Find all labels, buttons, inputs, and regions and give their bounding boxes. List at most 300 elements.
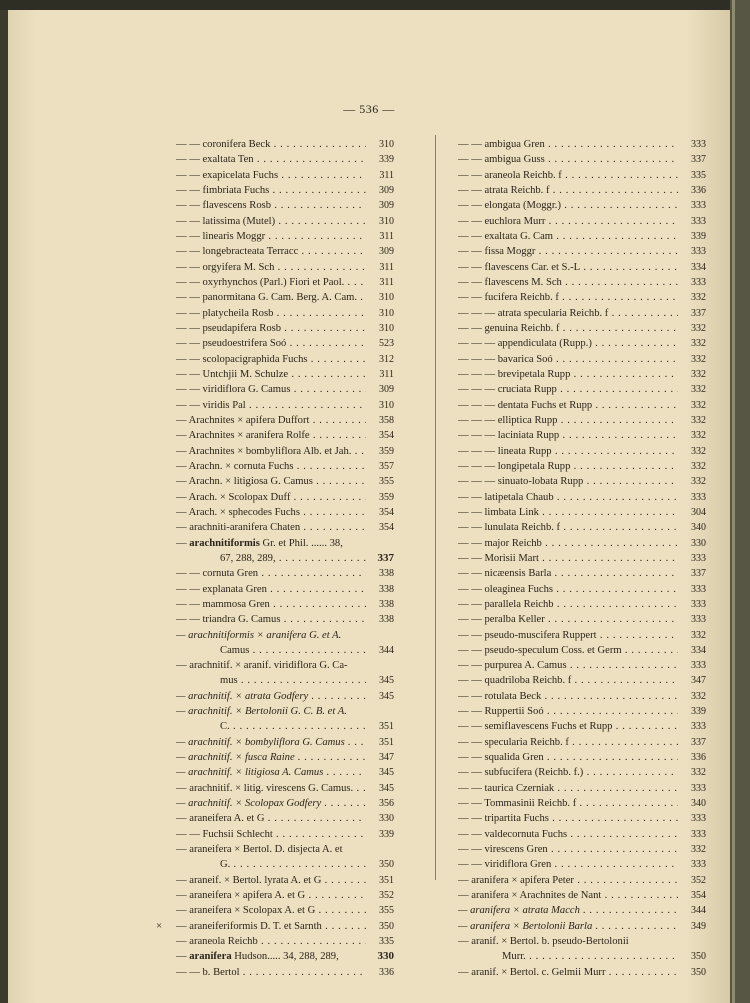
entry-text: — — semiflavescens Fuchs et Rupp . . . <box>458 719 678 734</box>
entry-page-ref: 330 <box>379 813 394 825</box>
entry-text: — — quadriloba Reichb. f . . . <box>458 673 678 688</box>
index-entry <box>176 444 394 459</box>
index-entry <box>176 413 394 428</box>
entry-text: — Arach. × Scolopax Duff . . . <box>176 490 366 505</box>
entry-page-ref: 311 <box>379 368 394 380</box>
entry-text: — — pseudoestrifera Soó . . . <box>176 336 366 351</box>
entry-page-ref: 354 <box>691 890 706 902</box>
entry-page-ref: 354 <box>379 506 394 518</box>
index-entry <box>458 673 706 688</box>
entry-page-ref: 333 <box>691 491 706 503</box>
index-entry <box>176 934 394 949</box>
entry-text: — aranif. × Bertol. c. Gelmii Murr . . . <box>458 965 678 980</box>
index-entry <box>176 965 394 980</box>
entry-page-ref: 332 <box>691 414 706 426</box>
index-entry <box>458 965 706 980</box>
entry-page-ref: 336 <box>691 752 706 764</box>
index-entry <box>176 842 394 857</box>
entry-text: — — platycheila Rosb . . . <box>176 306 366 321</box>
entry-text: — — squalida Gren . . . <box>458 750 678 765</box>
index-entry <box>458 628 706 643</box>
index-entry <box>458 857 706 872</box>
index-entry <box>176 505 394 520</box>
entry-text: — araneifera × Bertol. D. disjecta A. et <box>176 844 343 856</box>
index-entry <box>176 643 394 658</box>
entry-text: — — Fuchsii Schlecht . . . <box>176 827 366 842</box>
entry-text: C. . . . <box>220 719 366 734</box>
entry-text: — — ambigua Gren . . . <box>458 137 678 152</box>
entry-text: — arachnitiformis × aranifera G. et A. <box>176 629 342 641</box>
entry-text: — — latipetala Chaub . . . <box>458 490 678 505</box>
entry-page-ref: 332 <box>691 430 706 442</box>
index-column-right <box>458 137 706 980</box>
index-entry <box>458 490 706 505</box>
entry-page-ref: 351 <box>379 736 394 748</box>
entry-text: — arachniti-aranifera Chaten . . . <box>176 520 366 535</box>
index-entry <box>176 597 394 612</box>
index-entry <box>176 949 394 964</box>
index-entry <box>176 352 394 367</box>
index-entry <box>458 413 706 428</box>
entry-text: — Arachn. × litigiosa G. Camus . . . <box>176 474 366 489</box>
index-entry <box>176 888 394 903</box>
entry-page-ref: 358 <box>379 414 394 426</box>
index-entry <box>176 566 394 581</box>
index-entry <box>176 321 394 336</box>
index-entry <box>176 765 394 780</box>
entry-page-ref: 335 <box>379 936 394 948</box>
entry-page-ref: 347 <box>691 675 706 687</box>
entry-page-ref: 311 <box>379 276 394 288</box>
entry-text: — — purpurea A. Camus . . . <box>458 658 678 673</box>
entry-page-ref: 350 <box>379 859 394 871</box>
index-entry <box>176 536 394 551</box>
entry-text: — — b. Bertol . . . <box>176 965 366 980</box>
index-entry <box>458 765 706 780</box>
entry-page-ref: 332 <box>691 460 706 472</box>
entry-text: — arachnitif. × bombyliflora G. Camus . . . <box>176 735 366 750</box>
entry-text: — — viridiflora Gren . . . <box>458 857 678 872</box>
entry-page-ref: 339 <box>379 828 394 840</box>
entry-text: — aranifera × apifera Peter . . . <box>458 873 678 888</box>
entry-page-ref: 345 <box>379 767 394 779</box>
index-entry <box>156 919 394 934</box>
entry-text: — — fimbriata Fuchs . . . <box>176 183 366 198</box>
index-entry <box>176 827 394 842</box>
index-entry <box>458 398 706 413</box>
entry-page-ref: 339 <box>691 230 706 242</box>
entry-page-ref: 333 <box>691 859 706 871</box>
entry-text: — Arach. × sphecodes Fuchs . . . <box>176 505 366 520</box>
index-entry <box>458 382 706 397</box>
entry-page-ref: 350 <box>691 966 706 978</box>
entry-page-ref: 338 <box>379 614 394 626</box>
entry-page-ref: 337 <box>377 551 394 564</box>
entry-text: — — oleaginea Fuchs . . . <box>458 582 678 597</box>
index-entry <box>458 719 706 734</box>
entry-page-ref: 339 <box>379 154 394 166</box>
entry-page-ref: 332 <box>691 368 706 380</box>
entry-page-ref: 340 <box>691 522 706 534</box>
entry-text: — araneiferiformis D. T. et Sarnth . . . <box>176 919 366 934</box>
entry-text: — — virescens Gren . . . <box>458 842 678 857</box>
index-entry <box>176 198 394 213</box>
entry-text: — — tripartita Fuchs . . . <box>458 811 678 826</box>
entry-page-ref: 311 <box>379 230 394 242</box>
entry-text: — — genuina Reichb. f . . . <box>458 321 678 336</box>
entry-text: — Arachnites × aranifera Rolfe . . . <box>176 428 366 443</box>
entry-page-ref: 333 <box>691 139 706 150</box>
index-entry <box>458 873 706 888</box>
page-number: — 536 — <box>343 102 395 116</box>
entry-text: — — flavescens Car. et S.-L . . . <box>458 260 678 275</box>
index-entry <box>458 505 706 520</box>
entry-text: — — — laciniata Rupp . . . <box>458 428 678 443</box>
entry-text: — aranifera × Bertolonii Barla . . . <box>458 919 678 934</box>
index-entry <box>176 857 394 872</box>
index-entry <box>176 750 394 765</box>
entry-page-ref: 330 <box>691 537 706 549</box>
index-entry <box>176 474 394 489</box>
index-entry <box>176 673 394 688</box>
entry-text: — — latissima (Mutel) . . . <box>176 214 366 229</box>
entry-page-ref: 354 <box>379 430 394 442</box>
entry-page-ref: 310 <box>379 322 394 334</box>
entry-text: — — subfucifera (Reichb. f.) . . . <box>458 765 678 780</box>
entry-page-ref: 332 <box>691 399 706 411</box>
entry-text: — aranifera × atrata Macch . . . <box>458 903 678 918</box>
index-entry <box>458 321 706 336</box>
entry-text: — — viridis Pal . . . <box>176 398 366 413</box>
entry-page-ref: 337 <box>691 568 706 580</box>
entry-text: — — oxyrhynchos (Parl.) Fiori et Paol. . . . <box>176 275 366 290</box>
index-entry <box>176 551 394 566</box>
entry-page-ref: 345 <box>379 675 394 687</box>
index-entry <box>458 827 706 842</box>
entry-text: Murr. . . . <box>502 949 678 964</box>
entry-text: — araneola Reichb . . . <box>176 934 366 949</box>
entry-page-ref: 333 <box>691 721 706 733</box>
entry-page-ref: 333 <box>691 215 706 227</box>
index-entry <box>176 306 394 321</box>
index-entry <box>176 275 394 290</box>
entry-page-ref: 345 <box>379 782 394 794</box>
entry-page-ref: 333 <box>691 552 706 564</box>
entry-text: — — orgyifera M. Sch . . . <box>176 260 366 275</box>
entry-page-ref: 333 <box>691 614 706 626</box>
index-entry <box>458 811 706 826</box>
index-entry <box>458 643 706 658</box>
index-entry <box>458 152 706 167</box>
index-entry <box>458 183 706 198</box>
index-entry <box>458 949 706 964</box>
entry-text: — arachnitif. × litigiosa A. Camus . . . <box>176 765 366 780</box>
index-entry <box>176 183 394 198</box>
entry-text: — — fissa Moggr . . . <box>458 244 678 259</box>
entry-page-ref: 344 <box>691 905 706 917</box>
entry-text: — — peralba Keller . . . <box>458 612 678 627</box>
index-entry <box>176 168 394 183</box>
index-entry <box>176 336 394 351</box>
index-entry <box>176 260 394 275</box>
entry-text: — — lunulata Reichb. f . . . <box>458 520 678 535</box>
entry-text: — — — longipetala Rupp . . . <box>458 459 678 474</box>
entry-page-ref: 309 <box>379 384 394 396</box>
index-entry <box>458 520 706 535</box>
entry-text: — — fucifera Reichb. f . . . <box>458 290 678 305</box>
entry-text: — — — brevipetala Rupp . . . <box>458 367 678 382</box>
entry-page-ref: 352 <box>691 874 706 886</box>
entry-page-ref: 340 <box>691 798 706 810</box>
index-entry <box>176 873 394 888</box>
index-entry <box>176 658 394 673</box>
entry-page-ref: 332 <box>691 629 706 641</box>
entry-page-ref: 332 <box>691 844 706 856</box>
entry-page-ref: 332 <box>691 353 706 365</box>
entry-text: — — ambigua Guss . . . <box>458 152 678 167</box>
entry-text: — — Tommasinii Reichb. f . . . <box>458 796 678 811</box>
index-entry <box>176 244 394 259</box>
entry-page-ref: 310 <box>379 399 394 411</box>
entry-page-ref: 354 <box>379 522 394 534</box>
entry-page-ref: 310 <box>379 139 394 150</box>
entry-page-ref: 311 <box>379 261 394 273</box>
entry-page-ref: 355 <box>379 476 394 488</box>
entry-text: — — atrata Reichb. f . . . <box>458 183 678 198</box>
entry-text: — aranif. × Bertol. b. pseudo-Bertolonii <box>458 936 629 948</box>
entry-page-ref: 309 <box>379 184 394 196</box>
index-entry <box>458 367 706 382</box>
entry-page-ref: 334 <box>691 261 706 273</box>
index-entry <box>458 352 706 367</box>
entry-page-ref: 345 <box>379 690 394 702</box>
entry-page-ref: 333 <box>691 660 706 672</box>
entry-text: — — parallela Reichb . . . <box>458 597 678 612</box>
entry-text: — — exaltata G. Cam . . . <box>458 229 678 244</box>
index-entry <box>176 628 394 643</box>
entry-text: — — scolopacigraphida Fuchs . . . <box>176 352 366 367</box>
index-entry <box>458 551 706 566</box>
entry-text: — arachnitif. × Scolopax Godfery . . . <box>176 796 366 811</box>
entry-text: — — flavescens M. Sch . . . <box>458 275 678 290</box>
entry-text: — aranifera × Arachnites de Nant . . . <box>458 888 678 903</box>
index-entry <box>458 888 706 903</box>
entry-text: — — — cruciata Rupp . . . <box>458 382 678 397</box>
entry-text: — araneifera × apifera A. et G . . . <box>176 888 366 903</box>
entry-text: — — pseudo-muscifera Ruppert . . . <box>458 628 678 643</box>
index-entry <box>458 137 706 152</box>
entry-page-ref: 311 <box>379 169 394 181</box>
index-entry <box>176 152 394 167</box>
index-entry <box>176 582 394 597</box>
entry-text: — Arachn. × cornuta Fuchs . . . <box>176 459 366 474</box>
entry-page-ref: 332 <box>691 476 706 488</box>
entry-text: — Arachnites × bombyliflora Alb. et Jah. . . . <box>176 444 366 459</box>
scan-right-edge <box>730 0 750 1003</box>
index-entry <box>458 658 706 673</box>
index-entry <box>176 796 394 811</box>
index-entry <box>176 612 394 627</box>
entry-page-ref: 344 <box>379 644 394 656</box>
entry-text: — — euchlora Murr . . . <box>458 214 678 229</box>
index-entry <box>176 689 394 704</box>
entry-text: mus . . . <box>220 673 366 688</box>
entry-text: — — taurica Czerniak . . . <box>458 781 678 796</box>
index-entry <box>458 582 706 597</box>
entry-page-ref: 338 <box>379 568 394 580</box>
entry-page-ref: 332 <box>691 322 706 334</box>
index-entry <box>176 459 394 474</box>
index-entry <box>458 214 706 229</box>
entry-page-ref: 310 <box>379 307 394 319</box>
index-entry <box>458 444 706 459</box>
entry-page-ref: 333 <box>691 598 706 610</box>
entry-text: — — Ruppertii Soó . . . <box>458 704 678 719</box>
entry-page-ref: 350 <box>691 951 706 963</box>
index-entry <box>458 428 706 443</box>
entry-text: — arachnitif. × atrata Godfery . . . <box>176 689 366 704</box>
entry-page-ref: 359 <box>379 445 394 457</box>
entry-page-ref: 351 <box>379 721 394 733</box>
index-entry <box>458 612 706 627</box>
entry-page-ref: 523 <box>379 338 394 350</box>
entry-page-ref: 333 <box>691 813 706 825</box>
entry-text: — araneifera A. et G . . . <box>176 811 366 826</box>
entry-text: — — Morisii Mart . . . <box>458 551 678 566</box>
index-entry <box>176 367 394 382</box>
entry-page-ref: 333 <box>691 828 706 840</box>
entry-page-ref: 332 <box>691 292 706 304</box>
entry-text: — arachnitif. × Bertolonii G. C. B. et A. <box>176 706 347 718</box>
index-entry <box>176 735 394 750</box>
entry-page-ref: 330 <box>377 950 394 963</box>
entry-page-ref: 349 <box>691 920 706 932</box>
entry-text: — — mammosa Gren . . . <box>176 597 366 612</box>
entry-page-ref: 351 <box>379 874 394 886</box>
index-entry <box>176 428 394 443</box>
entry-text: — arachnitif. × litig. virescens G. Camus. . . . <box>176 781 366 796</box>
entry-text: — — flavescens Rosb . . . <box>176 198 366 213</box>
index-entry <box>458 229 706 244</box>
entry-text: — — — lineata Rupp . . . <box>458 444 678 459</box>
entry-text: — — — atrata specularia Reichb. f . . . <box>458 306 678 321</box>
index-entry <box>176 520 394 535</box>
entry-page-ref: 350 <box>379 920 394 932</box>
index-entry <box>458 260 706 275</box>
index-entry <box>458 536 706 551</box>
entry-page-ref: 355 <box>379 905 394 917</box>
index-entry <box>458 566 706 581</box>
index-entry <box>458 168 706 183</box>
index-entry <box>176 229 394 244</box>
entry-text: — — nicæensis Barla . . . <box>458 566 678 581</box>
entry-text: — — longebracteata Terracc . . . <box>176 244 366 259</box>
entry-text: 67, 288, 289, . . . <box>220 551 366 566</box>
entry-text: — — Untchjii M. Schulze . . . <box>176 367 366 382</box>
entry-text: — — triandra G. Camus . . . <box>176 612 366 627</box>
entry-page-ref: 333 <box>691 246 706 258</box>
index-entry <box>458 597 706 612</box>
index-entry <box>176 490 394 505</box>
index-entry <box>458 198 706 213</box>
scan-top-edge <box>0 0 750 10</box>
column-divider <box>435 135 436 880</box>
entry-page-ref: 337 <box>691 307 706 319</box>
entry-text: — — elongata (Moggr.) . . . <box>458 198 678 213</box>
index-entry <box>176 704 394 719</box>
entry-page-ref: 352 <box>379 890 394 902</box>
entry-text: — — viridiflora G. Camus . . . <box>176 382 366 397</box>
index-entry <box>458 781 706 796</box>
entry-text: — arachnitif. × aranif. viridiflora G. Ca- <box>176 660 348 672</box>
index-column-left <box>156 137 394 980</box>
index-entry <box>176 214 394 229</box>
book-page <box>8 10 730 1003</box>
entry-page-ref: 338 <box>379 583 394 595</box>
entry-page-ref: 347 <box>379 752 394 764</box>
index-entry <box>458 290 706 305</box>
index-entry <box>458 244 706 259</box>
entry-page-ref: 336 <box>379 966 394 978</box>
index-entry <box>458 306 706 321</box>
entry-text: — — specularia Reichb. f . . . <box>458 735 678 750</box>
index-entry <box>458 796 706 811</box>
entry-page-ref: 309 <box>379 200 394 212</box>
entry-text: — — panormitana G. Cam. Berg. A. Cam. . . . <box>176 290 366 305</box>
index-entry <box>458 336 706 351</box>
index-entry <box>176 903 394 918</box>
index-entry <box>176 290 394 305</box>
index-entry <box>176 382 394 397</box>
entry-text: — Arachnites × apifera Duffort . . . <box>176 413 366 428</box>
entry-page-ref: 338 <box>379 598 394 610</box>
entry-prefix-mark: × <box>156 919 163 932</box>
index-entry <box>458 919 706 934</box>
entry-text: — — — elliptica Rupp . . . <box>458 413 678 428</box>
index-entry <box>458 459 706 474</box>
entry-text: — — exaltata Ten . . . <box>176 152 366 167</box>
index-entry <box>458 689 706 704</box>
entry-page-ref: 334 <box>691 644 706 656</box>
entry-page-ref: 332 <box>691 338 706 350</box>
entry-page-ref: 356 <box>379 798 394 810</box>
entry-page-ref: 309 <box>379 246 394 258</box>
index-entry <box>458 735 706 750</box>
index-entry <box>176 781 394 796</box>
entry-page-ref: 310 <box>379 215 394 227</box>
entry-page-ref: 332 <box>691 690 706 702</box>
entry-text: — — valdecornuta Fuchs . . . <box>458 827 678 842</box>
entry-page-ref: 337 <box>691 736 706 748</box>
index-entry <box>176 811 394 826</box>
index-entry <box>458 903 706 918</box>
entry-page-ref: 312 <box>379 353 394 365</box>
entry-text: — — pseudo-speculum Coss. et Germ . . . <box>458 643 678 658</box>
entry-page-ref: 339 <box>691 706 706 718</box>
entry-page-ref: 332 <box>691 445 706 457</box>
entry-text: — — araneola Reichb. f . . . <box>458 168 678 183</box>
entry-page-ref: 333 <box>691 276 706 288</box>
entry-page-ref: 332 <box>691 767 706 779</box>
entry-text: — — explanata Gren . . . <box>176 582 366 597</box>
entry-text: — arachnitiformis Gr. et Phil. ...... 38, <box>176 537 343 549</box>
entry-page-ref: 333 <box>691 583 706 595</box>
entry-page-ref: 337 <box>691 154 706 166</box>
index-entry <box>176 137 394 152</box>
entry-text: — — limbata Link . . . <box>458 505 678 520</box>
entry-text: — — major Reichb . . . <box>458 536 678 551</box>
entry-page-ref: 310 <box>379 292 394 304</box>
